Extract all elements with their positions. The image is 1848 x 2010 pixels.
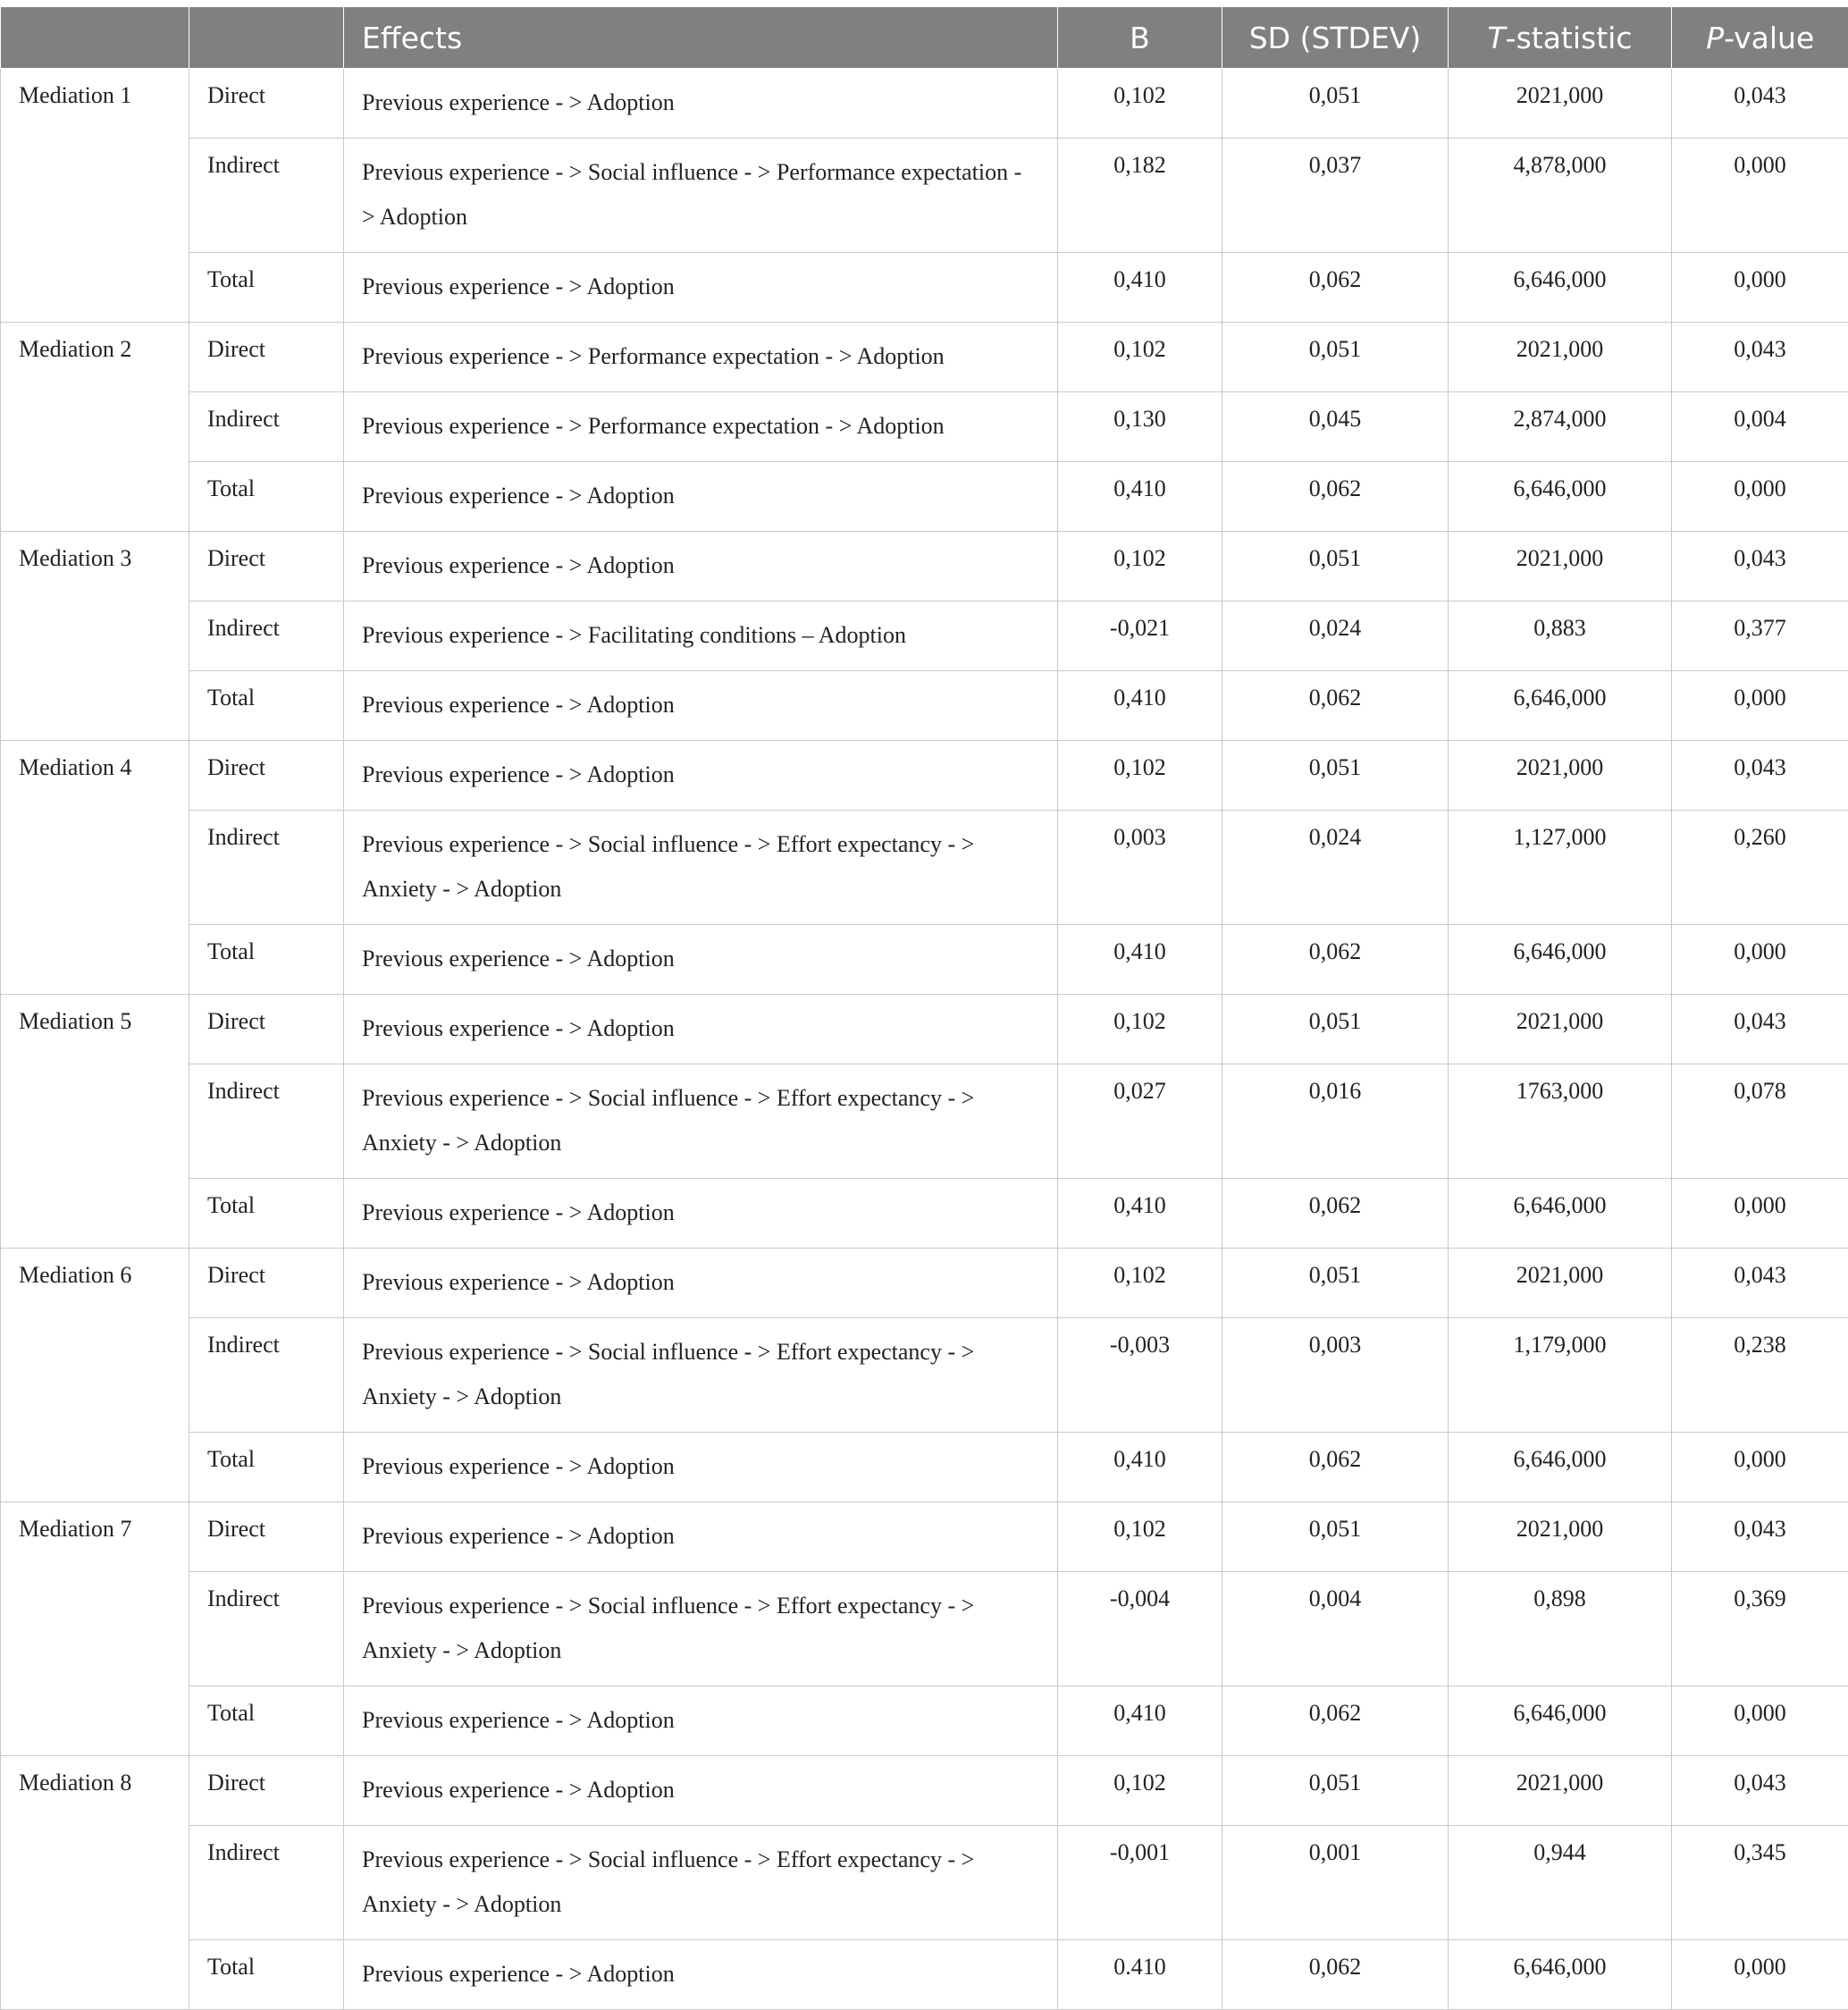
header-t-italic: T [1488,21,1506,55]
sd-cell: 0,062 [1222,462,1449,532]
mediation-label: Mediation 4 [1,741,189,995]
p-value-cell: 0,043 [1672,1249,1848,1318]
mediation-label: Mediation 2 [1,323,189,532]
mediation-label: Mediation 6 [1,1249,189,1502]
sd-cell: 0,024 [1222,601,1449,671]
effect-type-cell: Direct [189,741,344,811]
effect-type-cell: Total [189,1686,344,1756]
header-p-italic: P [1706,21,1724,55]
p-value-cell: 0,377 [1672,601,1848,671]
b-cell: 0,410 [1058,671,1222,741]
effect-path-cell: Previous experience - > Adoption [344,1686,1058,1756]
effect-type-cell: Direct [189,323,344,392]
table-row [1,741,1848,811]
b-cell: 0,102 [1058,995,1222,1064]
effect-path-cell: Previous experience - > Social influence - > Effort expectancy - > Anxiety - > Adoption [344,1826,1058,1940]
table-row [1,1064,1848,1179]
sd-cell: 0,062 [1222,1686,1449,1756]
p-value-cell: 0,000 [1672,139,1848,253]
header-effects: Effects [344,7,1058,69]
header-b: B [1058,7,1222,69]
header-t-rest: -statistic [1506,21,1633,55]
table-row [1,139,1848,253]
t-statistic-cell: 2021,000 [1449,1502,1672,1572]
effect-type-cell: Direct [189,1502,344,1572]
sd-cell: 0,051 [1222,741,1449,811]
effect-type-cell: Indirect [189,139,344,253]
effect-type-cell: Direct [189,69,344,139]
effect-path-cell: Previous experience - > Adoption [344,1502,1058,1572]
table-row [1,1433,1848,1502]
sd-cell: 0,062 [1222,1940,1449,2010]
b-cell: 0,102 [1058,1756,1222,1826]
mediation-label: Mediation 3 [1,532,189,741]
effect-path-cell: Previous experience - > Adoption [344,1756,1058,1826]
t-statistic-cell: 0,883 [1449,601,1672,671]
effect-type-cell: Total [189,1179,344,1249]
effect-type-cell: Indirect [189,811,344,925]
table-row [1,323,1848,392]
p-value-cell: 0,043 [1672,741,1848,811]
header-sd: SD (STDEV) [1222,7,1449,69]
header-p-rest: -value [1724,21,1814,55]
p-value-cell: 0,043 [1672,1502,1848,1572]
sd-cell: 0,051 [1222,1756,1449,1826]
t-statistic-cell: 2021,000 [1449,323,1672,392]
sd-cell: 0,004 [1222,1572,1449,1686]
effect-type-cell: Direct [189,532,344,601]
sd-cell: 0,051 [1222,69,1449,139]
b-cell: 0,027 [1058,1064,1222,1179]
p-value-cell: 0,043 [1672,69,1848,139]
b-cell: -0,003 [1058,1318,1222,1433]
sd-cell: 0,051 [1222,532,1449,601]
sd-cell: 0,051 [1222,995,1449,1064]
effect-type-cell: Total [189,1433,344,1502]
t-statistic-cell: 2021,000 [1449,69,1672,139]
b-cell: -0,001 [1058,1826,1222,1940]
t-statistic-cell: 6,646,000 [1449,462,1672,532]
table-row [1,462,1848,532]
b-cell: -0,004 [1058,1572,1222,1686]
sd-cell: 0,062 [1222,1433,1449,1502]
header-p-value [1672,7,1848,69]
effect-type-cell: Direct [189,1756,344,1826]
t-statistic-cell: 1,127,000 [1449,811,1672,925]
mediation-table [0,7,1848,2010]
table-row [1,1826,1848,1940]
t-statistic-cell: 2,874,000 [1449,392,1672,462]
effect-path-cell: Previous experience - > Adoption [344,671,1058,741]
mediation-label: Mediation 5 [1,995,189,1249]
effect-path-cell: Previous experience - > Adoption [344,1179,1058,1249]
effect-type-cell: Total [189,1940,344,2010]
b-cell: 0,410 [1058,253,1222,323]
header-type [189,7,344,69]
p-value-cell: 0,043 [1672,532,1848,601]
table-row [1,1249,1848,1318]
table-row [1,392,1848,462]
b-cell: 0,410 [1058,462,1222,532]
t-statistic-cell: 2021,000 [1449,1756,1672,1826]
b-cell: 0,102 [1058,532,1222,601]
t-statistic-cell: 6,646,000 [1449,1940,1672,2010]
b-cell: 0,102 [1058,1249,1222,1318]
table-row [1,1502,1848,1572]
sd-cell: 0,062 [1222,1179,1449,1249]
effect-path-cell: Previous experience - > Performance expectation - > Adoption [344,323,1058,392]
t-statistic-cell: 6,646,000 [1449,671,1672,741]
effect-type-cell: Indirect [189,392,344,462]
p-value-cell: 0,000 [1672,1686,1848,1756]
t-statistic-cell: 6,646,000 [1449,1179,1672,1249]
table-row [1,1940,1848,2010]
b-cell: 0,410 [1058,1179,1222,1249]
t-statistic-cell: 6,646,000 [1449,1686,1672,1756]
sd-cell: 0,003 [1222,1318,1449,1433]
table-row [1,253,1848,323]
b-cell: 0,003 [1058,811,1222,925]
t-statistic-cell: 0,944 [1449,1826,1672,1940]
sd-cell: 0,051 [1222,323,1449,392]
table-row [1,1179,1848,1249]
effect-type-cell: Direct [189,1249,344,1318]
header-group [1,7,189,69]
effect-path-cell: Previous experience - > Performance expectation - > Adoption [344,392,1058,462]
mediation-label: Mediation 1 [1,69,189,323]
table-row [1,1756,1848,1826]
b-cell: 0,102 [1058,69,1222,139]
table-row [1,1686,1848,1756]
p-value-cell: 0,345 [1672,1826,1848,1940]
p-value-cell: 0,004 [1672,392,1848,462]
effect-type-cell: Direct [189,995,344,1064]
sd-cell: 0,062 [1222,671,1449,741]
sd-cell: 0,045 [1222,392,1449,462]
effect-path-cell: Previous experience - > Facilitating conditions – Adoption [344,601,1058,671]
table-row [1,69,1848,139]
effect-type-cell: Indirect [189,1318,344,1433]
effect-path-cell: Previous experience - > Social influence - > Effort expectancy - > Anxiety - > Adoption [344,1318,1058,1433]
p-value-cell: 0,000 [1672,462,1848,532]
table-header [1,7,1848,69]
b-cell: 0,410 [1058,925,1222,995]
t-statistic-cell: 1,179,000 [1449,1318,1672,1433]
table-row [1,1572,1848,1686]
p-value-cell: 0,000 [1672,671,1848,741]
sd-cell: 0,016 [1222,1064,1449,1179]
effect-path-cell: Previous experience - > Adoption [344,995,1058,1064]
effect-path-cell: Previous experience - > Social influence - > Effort expectancy - > Anxiety - > Adoption [344,1572,1058,1686]
t-statistic-cell: 6,646,000 [1449,1433,1672,1502]
sd-cell: 0,051 [1222,1249,1449,1318]
effect-path-cell: Previous experience - > Social influence - > Effort expectancy - > Anxiety - > Adoption [344,1064,1058,1179]
table-row [1,532,1848,601]
sd-cell: 0,037 [1222,139,1449,253]
b-cell: 0,410 [1058,1686,1222,1756]
mediation-label: Mediation 7 [1,1502,189,1756]
p-value-cell: 0,238 [1672,1318,1848,1433]
effect-type-cell: Total [189,462,344,532]
t-statistic-cell: 2021,000 [1449,1249,1672,1318]
p-value-cell: 0,000 [1672,925,1848,995]
sd-cell: 0,062 [1222,925,1449,995]
effect-type-cell: Total [189,671,344,741]
b-cell: 0,102 [1058,323,1222,392]
effect-type-cell: Total [189,253,344,323]
table-row [1,1318,1848,1433]
b-cell: 0.410 [1058,1940,1222,2010]
p-value-cell: 0,043 [1672,995,1848,1064]
p-value-cell: 0,000 [1672,253,1848,323]
b-cell: 0,102 [1058,1502,1222,1572]
t-statistic-cell: 1763,000 [1449,1064,1672,1179]
t-statistic-cell: 6,646,000 [1449,925,1672,995]
t-statistic-cell: 2021,000 [1449,995,1672,1064]
table-row [1,601,1848,671]
p-value-cell: 0,078 [1672,1064,1848,1179]
effect-path-cell: Previous experience - > Adoption [344,741,1058,811]
sd-cell: 0,051 [1222,1502,1449,1572]
p-value-cell: 0,369 [1672,1572,1848,1686]
p-value-cell: 0,260 [1672,811,1848,925]
table-row [1,995,1848,1064]
b-cell: -0,021 [1058,601,1222,671]
header-t-statistic [1449,7,1672,69]
p-value-cell: 0,000 [1672,1179,1848,1249]
effect-path-cell: Previous experience - > Adoption [344,462,1058,532]
effect-type-cell: Indirect [189,601,344,671]
p-value-cell: 0,000 [1672,1940,1848,2010]
sd-cell: 0,024 [1222,811,1449,925]
effect-type-cell: Indirect [189,1826,344,1940]
effect-path-cell: Previous experience - > Adoption [344,1433,1058,1502]
t-statistic-cell: 2021,000 [1449,741,1672,811]
b-cell: 0,102 [1058,741,1222,811]
effect-path-cell: Previous experience - > Social influence - > Effort expectancy - > Anxiety - > Adoption [344,811,1058,925]
p-value-cell: 0,000 [1672,1433,1848,1502]
mediation-label: Mediation 8 [1,1756,189,2010]
effect-path-cell: Previous experience - > Adoption [344,925,1058,995]
t-statistic-cell: 2021,000 [1449,532,1672,601]
table-row [1,925,1848,995]
sd-cell: 0,001 [1222,1826,1449,1940]
table-row [1,811,1848,925]
effect-path-cell: Previous experience - > Adoption [344,1940,1058,2010]
effect-path-cell: Previous experience - > Adoption [344,532,1058,601]
effect-path-cell: Previous experience - > Social influence - > Performance expectation - > Adoption [344,139,1058,253]
p-value-cell: 0,043 [1672,1756,1848,1826]
effect-path-cell: Previous experience - > Adoption [344,69,1058,139]
p-value-cell: 0,043 [1672,323,1848,392]
t-statistic-cell: 6,646,000 [1449,253,1672,323]
b-cell: 0,182 [1058,139,1222,253]
sd-cell: 0,062 [1222,253,1449,323]
table-row [1,671,1848,741]
t-statistic-cell: 4,878,000 [1449,139,1672,253]
effect-type-cell: Total [189,925,344,995]
table-body [1,69,1848,2010]
t-statistic-cell: 0,898 [1449,1572,1672,1686]
b-cell: 0,410 [1058,1433,1222,1502]
effect-type-cell: Indirect [189,1064,344,1179]
effect-path-cell: Previous experience - > Adoption [344,253,1058,323]
effect-path-cell: Previous experience - > Adoption [344,1249,1058,1318]
effect-type-cell: Indirect [189,1572,344,1686]
b-cell: 0,130 [1058,392,1222,462]
